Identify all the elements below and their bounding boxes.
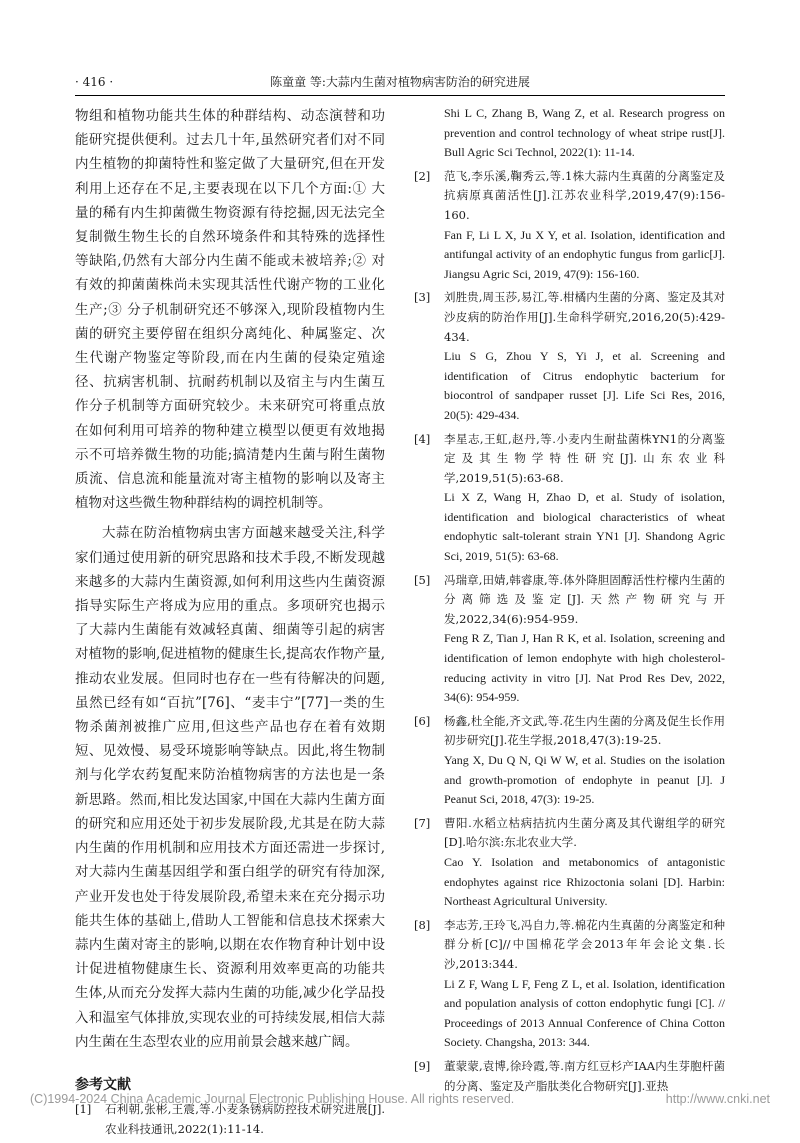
running-title: 陈童童 等:大蒜内生菌对植物病害防治的研究进展 <box>270 75 530 89</box>
reference-cn: 曹阳.水稻立枯病拮抗内生菌分离及其代谢组学的研究[D].哈尔滨:东北农业大学. <box>444 815 725 850</box>
reference-number: [8] <box>414 917 431 932</box>
reference-cn: 石利朝,张彬,王震,等.小麦条锈病防控技术研究进展[J].农业科技通讯,2022(1):11-14. <box>105 1101 385 1136</box>
reference-en: Shi L C, Zhang B, Wang Z, et al. Research progress on prevention and control technology of wheat stripe rust[J]. Bull Agric Sci Technol, 2022(1): 11-14. <box>444 106 725 160</box>
body-paragraph-2: 大蒜在防治植物病虫害方面越来越受关注,科学家们通过使用新的研究思路和技术手段,不断发现越来越多的大蒜内生菌资源,如何利用这些内生菌资源指导实际生产将成为应用的重点。多项研究也揭示了大蒜内生菌能有效减轻真菌、细菌等引起的病害对植物的影响,促进植物的健康生长,提高农作物产量,推动农业发展。但同时也存在一些有待解决的问题,虽然已经有如“百抗”[76]、“麦丰宁”[77]一类的生物杀菌剂被推广应用,但这些产品也存在着有效期短、见效慢、易受环境影响等缺点。因此,将生物制剂与化学农药复配来防治植物病害的方法也是一条新思路。然而,相比发达国家,中国在大蒜内生菌方面的研究和应用还处于初步发展阶段,尤其是在防大蒜内生菌的作用机制和应用技术方面还需进一步探讨,对大蒜内生菌基因组学和蛋白组学的研究有待加深,产业开发也处于待发展阶段,希望未来在充分揭示功能共生体的基础上,借助人工智能和信息技术探索大蒜内生菌对寄主的影响,以期在农作物育种计划中设计促进植物健康生长、资源利用效率更高的功能共生体,从而充分发挥大蒜内生菌的功能,减少化学品投入和温室气体排放,实现农业的可持续发展,相信大蒜内生菌在生态型农业的应用前景会越来越广阔。 <box>75 525 385 1050</box>
reference-item <box>414 1057 725 1096</box>
reference-item <box>414 430 725 567</box>
reference-en: Fan F, Li L X, Ju X Y, et al. Isolation, identification and antifungal activity of an endophytic fungus from garlic[J]. Jiangsu Agric Sci, 2019, 47(9): 156-160. <box>444 227 725 281</box>
right-column <box>414 104 725 1100</box>
reference-item <box>414 104 725 163</box>
left-column <box>75 104 385 1143</box>
reference-en: Yang X, Du Q N, Qi W W, et al. Studies on the isolation and growth-promotion of endophyte in peanut [J]. J Peanut Sci, 2018, 47(3): 19-25. <box>444 753 725 807</box>
page-header <box>75 72 725 92</box>
reference-item <box>414 288 725 425</box>
reference-number: [9] <box>414 1058 431 1073</box>
reference-en: Li X Z, Wang H, Zhao D, et al. Study of isolation, identification and biological characteristics of wheat endophytic salt-tolerant strain YN1 [J]. Shandong Agric Sci, 2019, 51(5): 63-68. <box>444 490 725 564</box>
reference-cn: 李星志,王虹,赵丹,等.小麦内生耐盐菌株YN1的分离鉴定及其生物学特性研究[J].山东农业科学,2019,51(5):63-68. <box>444 431 725 485</box>
reference-cn: 李志芳,王玲飞,冯自力,等.棉花内生真菌的分离鉴定和种群分析[C]//中国棉花学会2013年年会论文集.长沙,2013:344. <box>444 917 725 971</box>
reference-item <box>414 712 725 810</box>
site-link[interactable]: http://www.cnki.net <box>665 1092 770 1106</box>
page-number: · 416 · <box>75 75 114 89</box>
header-divider <box>75 95 725 96</box>
reference-item <box>414 814 725 912</box>
body-paragraph-1: 物组和植物功能共生体的种群结构、动态演替和功能研究提供便利。过去几十年,虽然研究者们对不同内生植物的抑菌特性和鉴定做了大量研究,但在开发利用上还存在不足,主要表现在以下几个方面:① 大量的稀有内生抑菌微生物资源有待挖掘,因无法完全复制微生物生长的自然环境条件和其特殊的选择性等缺陷,仍然有大部分内生菌不能或未被培养;② 对有效的抑菌菌株尚未实现其活性代谢产物的工业化生产;③ 分子机制研究还不够深入,现阶段植物内生菌的研究主要停留在组织分离纯化、种属鉴定、次生代谢产物鉴定等阶段,而在内生菌的侵染定殖途径、抗病害机制、抗耐药机制以及宿主与内生菌互作分子机制等方面研究较少。未来研究可将重点放在如何利用可培养的物种建立模型以便更有效地揭示不可培养微生物的功能;搞清楚内生菌与附生菌物质流、信息流和能量流对寄主植物的影响以及寄主植物对这些微生物种群结构的调控机制等。 <box>75 108 385 512</box>
reference-cn: 范飞,李乐溪,鞠秀云,等.1株大蒜内生真菌的分离鉴定及抗病原真菌活性[J].江苏农业科学,2019,47(9):156-160. <box>444 168 725 222</box>
reference-en: Feng R Z, Tian J, Han R K, et al. Isolation, screening and identification of lemon endophyte with high cholesterol-reducing activity in vitro [J]. Nat Prod Res Dev, 2022, 34(6): 954-959. <box>444 631 725 705</box>
reference-cn: 刘胜贵,周玉莎,易江,等.柑橘内生菌的分离、鉴定及其对沙皮病的防治作用[J].生命科学研究,2016,20(5):429-434. <box>444 290 725 344</box>
reference-en: Li Z F, Wang L F, Feng Z L, et al. Isolation, identification and population analysis of cotton endophytic fungi [C]. // Proceedings of 2013 Annual Conference of China Cotton Society. Changsha, 2013: 344. <box>444 976 725 1050</box>
references-heading: 参考文献 <box>75 1076 131 1093</box>
copyright-notice: (C)1994-2024 China Academic Journal Electronic Publishing House. All rights reserved. <box>30 1092 515 1106</box>
reference-en: Cao Y. Isolation and metabonomics of antagonistic endophytes against rice Rhizoctonia solani [D]. Harbin: Northeast Agricultural University. <box>444 854 725 909</box>
reference-number: [2] <box>414 168 431 183</box>
reference-cn: 杨鑫,杜全能,齐文武,等.花生内生菌的分离及促生长作用初步研究[J].花生学报,2018,47(3):19-25. <box>444 713 725 748</box>
reference-number: [5] <box>414 572 431 587</box>
reference-number: [3] <box>414 290 431 305</box>
reference-number: [6] <box>414 713 431 728</box>
reference-cn: 董蒙蒙,袁博,徐玲霞,等.南方红豆杉产IAA内生芽胞杆菌的分离、鉴定及产脂肽类化合物研究[J].亚热 <box>444 1058 725 1093</box>
page-footer <box>30 1092 770 1112</box>
reference-cn: 冯瑞章,田婧,韩睿康,等.体外降胆固醇活性柠檬内生菌的分离筛选及鉴定[J].天然产物研究与开发,2022,34(6):954-959. <box>444 572 725 626</box>
reference-item <box>414 916 725 1053</box>
reference-number: [7] <box>414 815 431 830</box>
reference-number: [1] <box>75 1101 92 1116</box>
reference-item <box>414 167 725 285</box>
reference-number: [4] <box>414 431 431 446</box>
reference-item <box>414 571 725 708</box>
reference-en: Liu S G, Zhou Y S, Yi J, et al. Screening and identification of Citrus endophytic bacterium for biocontrol of sandpaper russet [J]. Life Sci Res, 2016, 20(5): 429-434. <box>444 349 725 422</box>
